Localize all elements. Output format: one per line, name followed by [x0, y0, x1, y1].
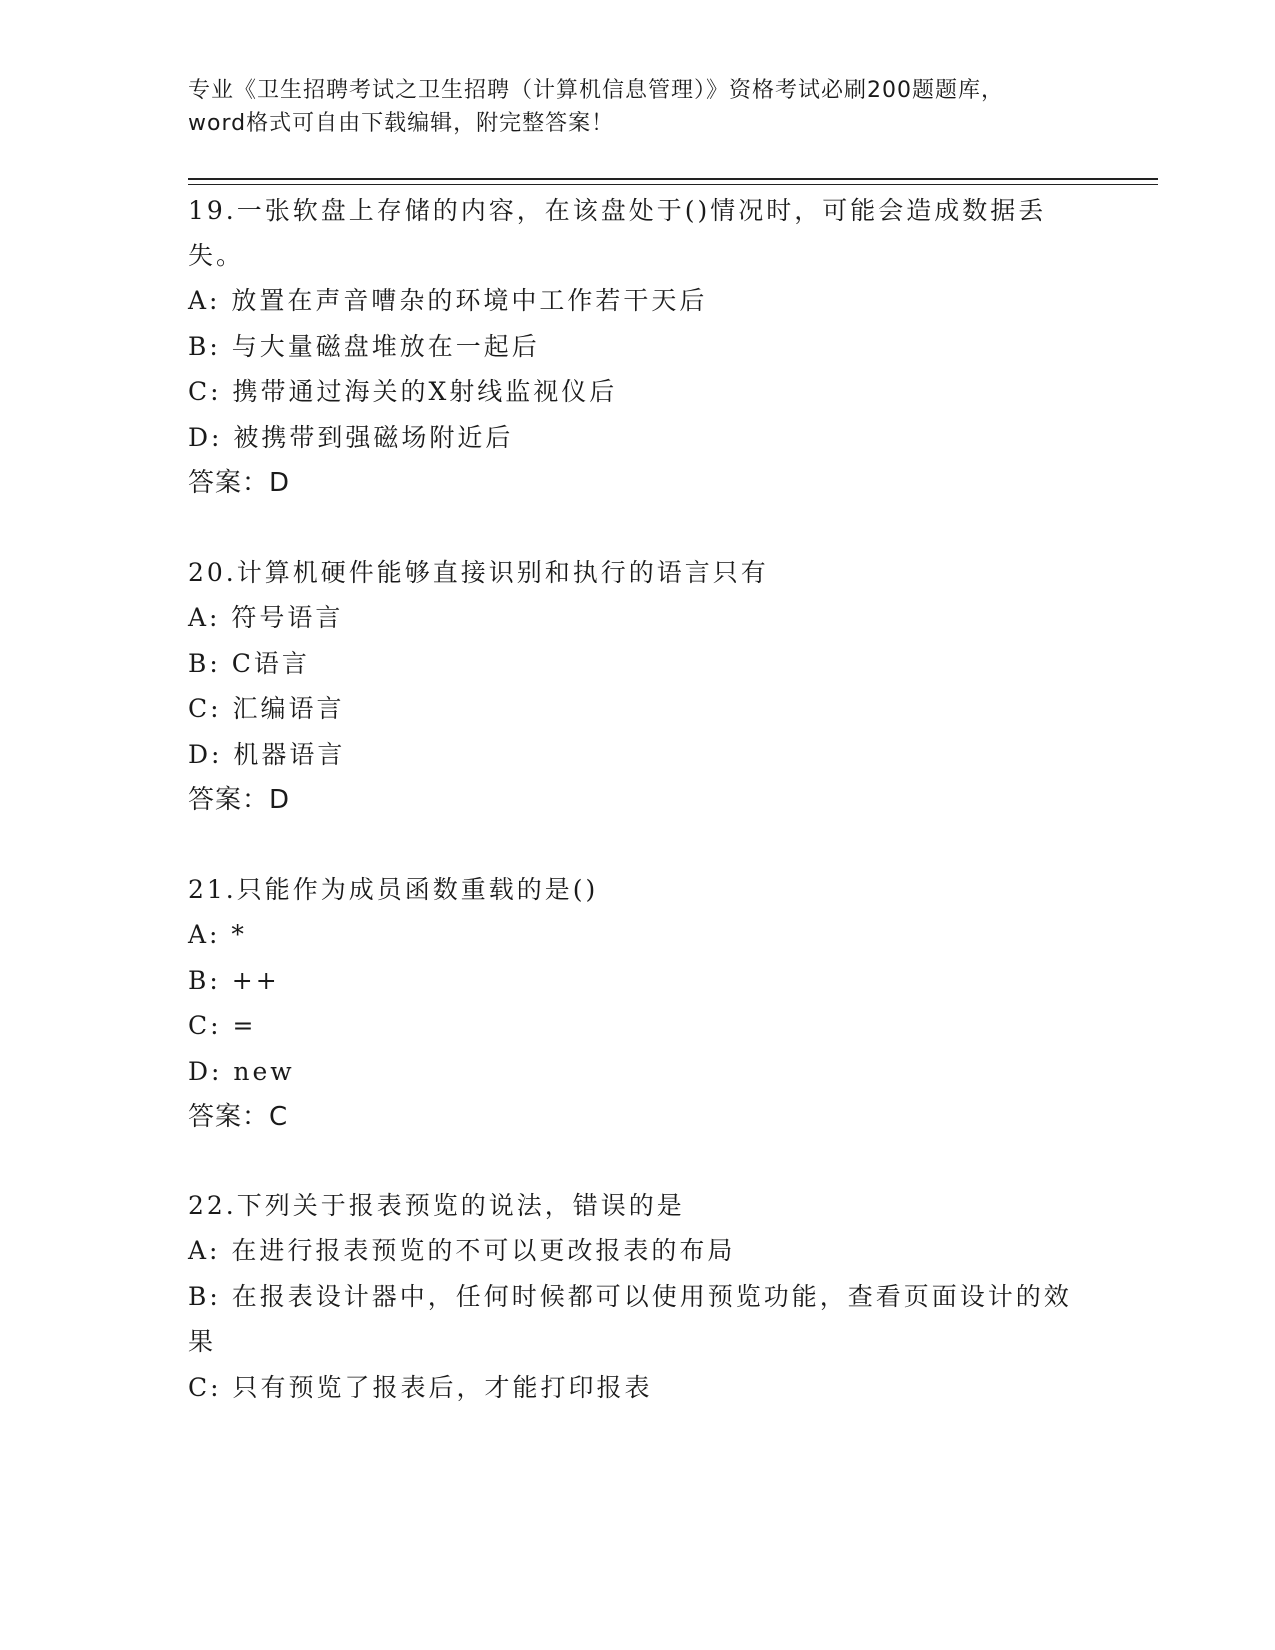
- option-c: C: 汇编语言: [188, 694, 345, 723]
- option-d: D: new: [188, 1056, 295, 1086]
- option-b: B: ++: [188, 965, 280, 995]
- question-stem: 21.只能作为成员函数重载的是(): [188, 875, 599, 904]
- header-title-line-1: 专业《卫生招聘考试之卫生招聘（计算机信息管理）》资格考试必刷200题题库，: [188, 78, 1004, 103]
- option-c: C: =: [188, 1011, 257, 1040]
- answer-line: 答案：D: [188, 785, 291, 815]
- option-b: B: C语言: [188, 648, 310, 678]
- option-b: B: 与大量磁盘堆放在一起后: [188, 331, 540, 361]
- header-title-line-2: word格式可自由下载编辑，附完整答案！: [188, 111, 615, 136]
- option-a: A: *: [188, 920, 247, 949]
- option-d: D: 被携带到强磁场附近后: [188, 422, 514, 452]
- option-c: C: 只有预览了报表后，才能打印报表: [188, 1372, 653, 1402]
- question-20: [188, 550, 1088, 823]
- answer-line: 答案：C: [188, 1102, 289, 1132]
- header-divider-bottom: [188, 184, 1158, 185]
- option-a: A: 放置在声音嘈杂的环境中工作若干天后: [188, 286, 708, 315]
- question-21: [188, 867, 1088, 1140]
- option-a: A: 在进行报表预览的不可以更改报表的布局: [188, 1236, 736, 1265]
- question-spacer: [188, 1140, 1088, 1183]
- question-22: [188, 1183, 1088, 1410]
- question-list: [188, 188, 1088, 1410]
- question-stem: 19.一张软盘上存储的内容，在该盘处于()情况时，可能会造成数据丢失。: [188, 196, 1047, 270]
- header-divider-top: [188, 178, 1158, 180]
- option-b: B: 在报表设计器中，任何时候都可以使用预览功能，查看页面设计的效果: [188, 1281, 1072, 1356]
- question-spacer: [188, 506, 1088, 550]
- option-c: C: 携带通过海关的X射线监视仪后: [188, 377, 618, 406]
- question-stem: 22.下列关于报表预览的说法，错误的是: [188, 1191, 685, 1220]
- document-header: [188, 74, 1088, 140]
- question-19: [188, 188, 1088, 506]
- question-stem: 20.计算机硬件能够直接识别和执行的语言只有: [188, 558, 769, 587]
- question-spacer: [188, 823, 1088, 867]
- option-d: D: 机器语言: [188, 739, 346, 769]
- answer-line: 答案：D: [188, 468, 291, 498]
- option-a: A: 符号语言: [188, 603, 344, 632]
